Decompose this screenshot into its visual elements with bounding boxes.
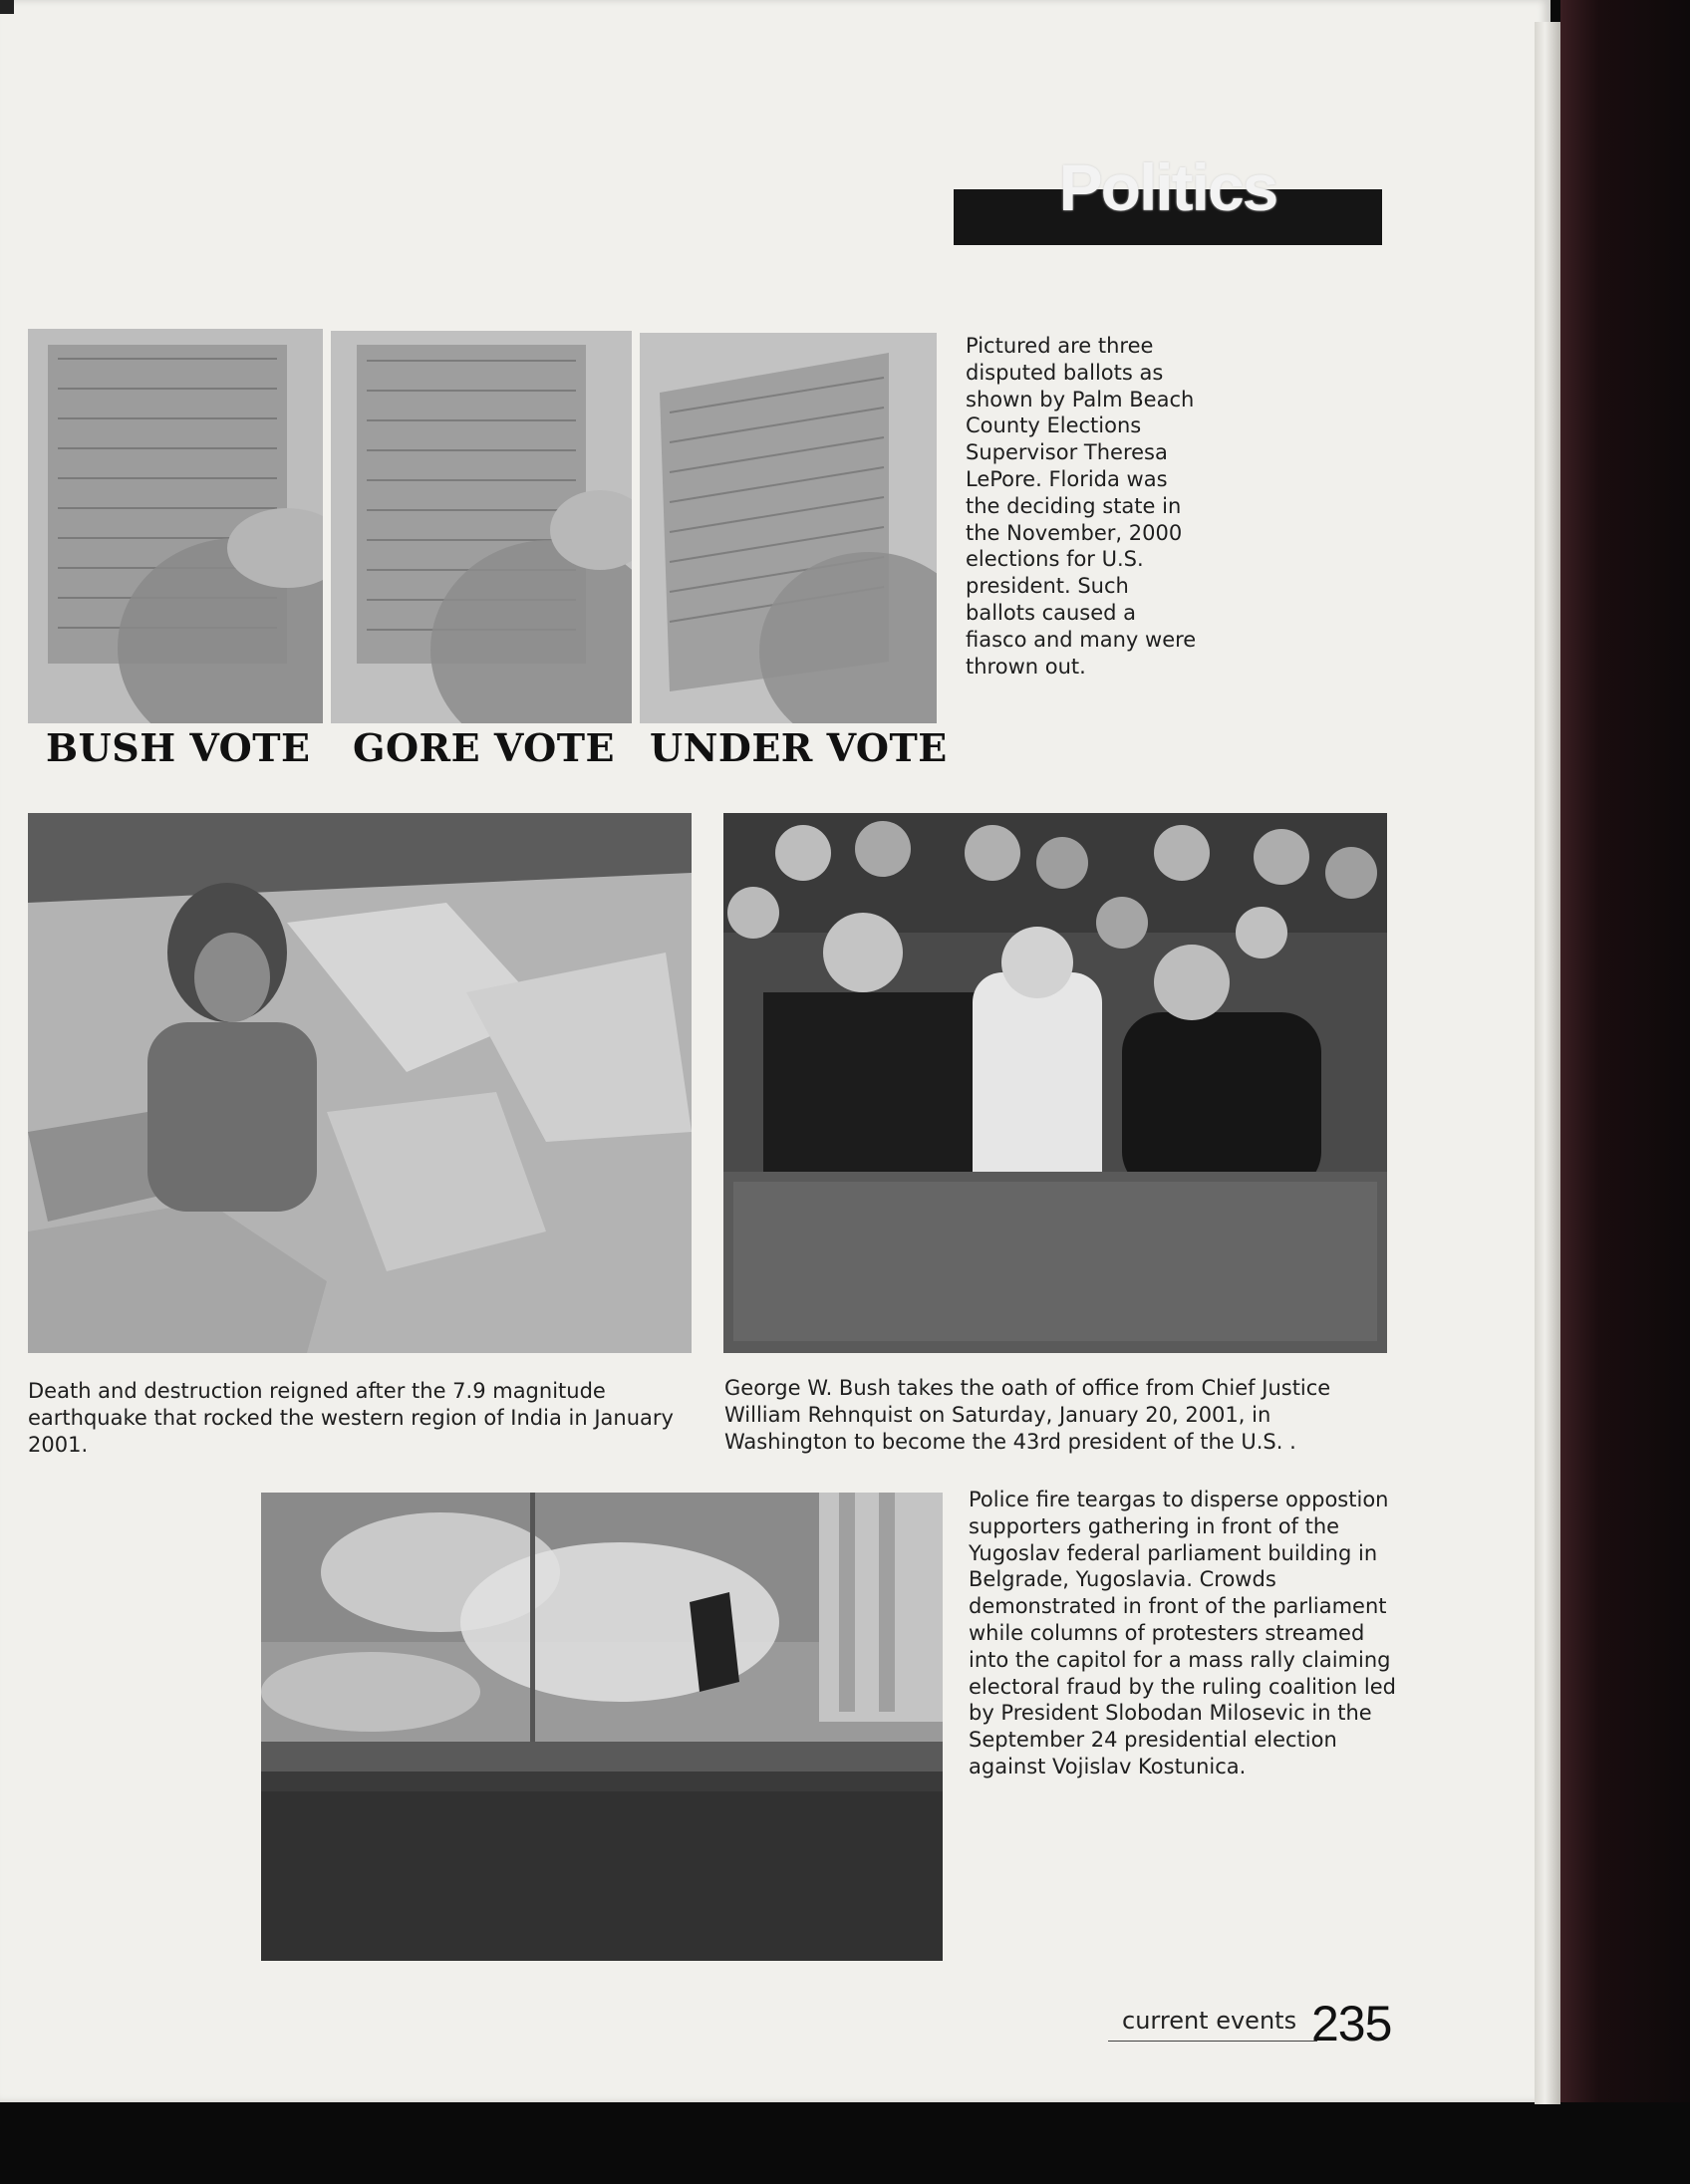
ballots-caption: Pictured are three disputed ballots as shown by Palm Beach County Elections Supervisor Theresa LePore. Florida was the deciding state in the November, 2000 elections for U.S. president. Such ballots caused a fiasco and many were thrown out. [966,334,1197,679]
page-corner [0,0,14,14]
page-number: 235 [1311,1996,1392,2051]
belgrade-protest-photo [261,1493,943,1961]
footer-section-name: current events [1122,2007,1297,2035]
ballot-label-bush: BUSH VOTE [46,725,311,770]
book-cover-edge [1560,0,1690,2102]
page-footer [1106,1996,1405,2060]
earthquake-photo [28,813,692,1353]
earthquake-caption: Death and destruction reigned after the 7.9 magnitude earthquake that rocked the western region of India in January 2001. [28,1379,674,1457]
page-edge [1535,22,1560,2104]
inauguration-caption: George W. Bush takes the oath of office from Chief Justice William Rehnquist on Saturday, January 20, 2001, in Washington to become the 43rd president of the U.S. . [724,1376,1331,1454]
ballot-photo-gore [331,331,632,723]
section-title: Politics [1058,150,1277,224]
belgrade-caption: Police fire teargas to disperse oppostion supporters gathering in front of the Yugoslav federal parliament building in Belgrade, Yugoslavia. Crowds demonstrated in front of the parliament while columns of protesters streamed into the capitol for a mass rally claiming electoral fraud by the ruling coalition led by President Slobodan Milosevic in the September 24 presidential election against Vojislav Kostunica. [969,1488,1396,1778]
inauguration-photo [723,813,1387,1353]
footer-rule [1108,2041,1317,2042]
ballot-label-gore: GORE VOTE [353,725,615,770]
ballot-photo-bush [28,329,323,723]
ballot-photo-under [640,333,937,723]
ballot-label-under: UNDER VOTE [650,725,948,770]
